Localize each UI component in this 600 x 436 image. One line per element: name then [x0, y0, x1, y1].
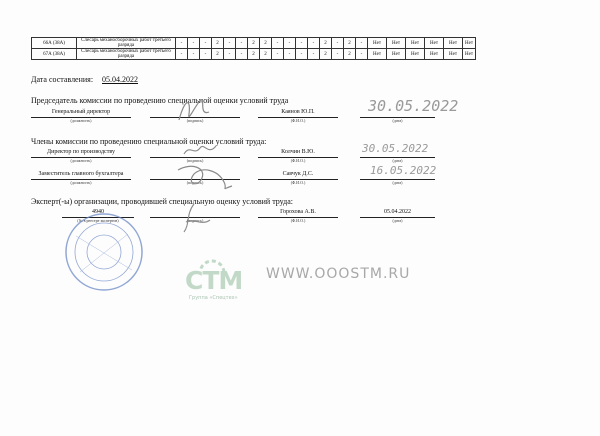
cell: 2: [212, 49, 224, 60]
member-2-position: Заместитель главного бухгалтера: [38, 171, 124, 177]
cell: 2: [344, 49, 356, 60]
date-value: 05.04.2022: [102, 75, 138, 84]
cell: -: [200, 49, 212, 60]
cell: -: [188, 49, 200, 60]
chair-name: Каянов Ю.П.: [281, 109, 315, 115]
members-heading: Члены комиссии по проведению специальной оценки условий труда:: [31, 137, 267, 146]
cell: -: [284, 38, 296, 49]
cell: -: [308, 38, 320, 49]
flag-cell: Нет: [444, 38, 463, 49]
date-caption: (дата): [392, 218, 403, 223]
signature-caption: (подпись): [186, 218, 204, 223]
date-label: Дата составления:: [31, 75, 94, 84]
expert-reg-number: 4940: [92, 209, 104, 215]
stamp-seal: [62, 210, 146, 294]
member-2-name: Савчук Д.С.: [282, 171, 314, 177]
cell: -: [356, 38, 368, 49]
cell: -: [176, 49, 188, 60]
cell: -: [272, 49, 284, 60]
flag-cell: Нет: [463, 49, 476, 60]
member-1-handwritten-date: 30.05.2022: [362, 142, 429, 155]
signature-caption: (подпись): [186, 158, 204, 163]
cell: -: [224, 49, 236, 60]
member-1-signature: [182, 140, 218, 160]
flag-cell: Нет: [425, 49, 444, 60]
cell: -: [284, 49, 296, 60]
expert-heading: Эксперт(-ы) организации, проводившей специальную оценку условий труда:: [31, 197, 294, 206]
fio-caption: (Ф.И.О.): [290, 180, 306, 185]
cell: -: [332, 49, 344, 60]
flag-cell: Нет: [406, 49, 425, 60]
table-row: [32, 38, 476, 49]
cell: -: [296, 49, 308, 60]
position-caption: (должность): [70, 118, 92, 123]
reg-caption: (№ в реестре экспертов): [77, 218, 119, 223]
flag-cell: Нет: [368, 38, 387, 49]
results-table: [31, 37, 476, 60]
signature-caption: (подпись): [186, 118, 204, 123]
cell: -: [308, 49, 320, 60]
cell: -: [188, 38, 200, 49]
chair-signature: [175, 94, 215, 126]
cell: -: [236, 49, 248, 60]
cell: -: [332, 38, 344, 49]
logo-url: WWW.OOOSTM.RU: [266, 266, 411, 282]
cell: -: [236, 38, 248, 49]
member-2-handwritten-date: 16.05.2022: [370, 164, 437, 177]
flag-cell: Нет: [444, 49, 463, 60]
date-caption: (дата): [392, 118, 403, 123]
member-2-signature: [172, 160, 242, 194]
cell: 2: [320, 38, 332, 49]
date-caption: (дата): [392, 180, 403, 185]
flag-cell: Нет: [463, 38, 476, 49]
cell: 2: [344, 38, 356, 49]
flag-cell: Нет: [387, 38, 406, 49]
flag-cell: Нет: [425, 38, 444, 49]
logo-group: Группа «Спецтех»: [189, 295, 238, 301]
position-caption: (должность): [70, 180, 92, 185]
workplace-number: 66А (38А): [32, 38, 77, 49]
fio-caption: (Ф.И.О.): [290, 218, 306, 223]
cell: -: [200, 38, 212, 49]
signature-caption: (подпись): [186, 180, 204, 185]
cell: 2: [320, 49, 332, 60]
flag-cell: Нет: [368, 49, 387, 60]
date-caption: (дата): [392, 158, 403, 163]
fio-caption: (Ф.И.О.): [290, 158, 306, 163]
watermark: [183, 258, 443, 308]
fio-caption: (Ф.И.О.): [290, 118, 306, 123]
member-1-position: Директор по производству: [47, 149, 115, 155]
flag-cell: Нет: [406, 38, 425, 49]
cell: 2: [260, 38, 272, 49]
position-caption: (должность): [70, 158, 92, 163]
cell: 2: [248, 49, 260, 60]
expert-name: Горохова А.В.: [280, 209, 316, 215]
cell: -: [176, 38, 188, 49]
flag-cell: Нет: [387, 49, 406, 60]
cell: -: [272, 38, 284, 49]
cell: 2: [212, 38, 224, 49]
workplace-number: 67А (38А): [32, 49, 77, 60]
member-1-name: Колчин В.Ю.: [281, 149, 315, 155]
expert-signature: [176, 202, 216, 238]
cell: -: [296, 38, 308, 49]
cell: 2: [260, 49, 272, 60]
chair-heading: Председатель комиссии по проведению специальной оценки условий труда: [31, 96, 289, 105]
profession: Слесарь механосборочных работ третьего разряда: [77, 38, 176, 49]
logo-text: СТМ: [185, 266, 243, 295]
cell: -: [224, 38, 236, 49]
table-row: [32, 49, 476, 60]
cell: 2: [248, 38, 260, 49]
chair-position: Генеральный директор: [51, 109, 111, 115]
chair-handwritten-date: 30.05.2022: [368, 97, 459, 115]
expert-date: 05.04.2022: [384, 209, 411, 215]
cell: -: [356, 49, 368, 60]
profession: Слесарь механосборочных работ третьего разряда: [77, 49, 176, 60]
